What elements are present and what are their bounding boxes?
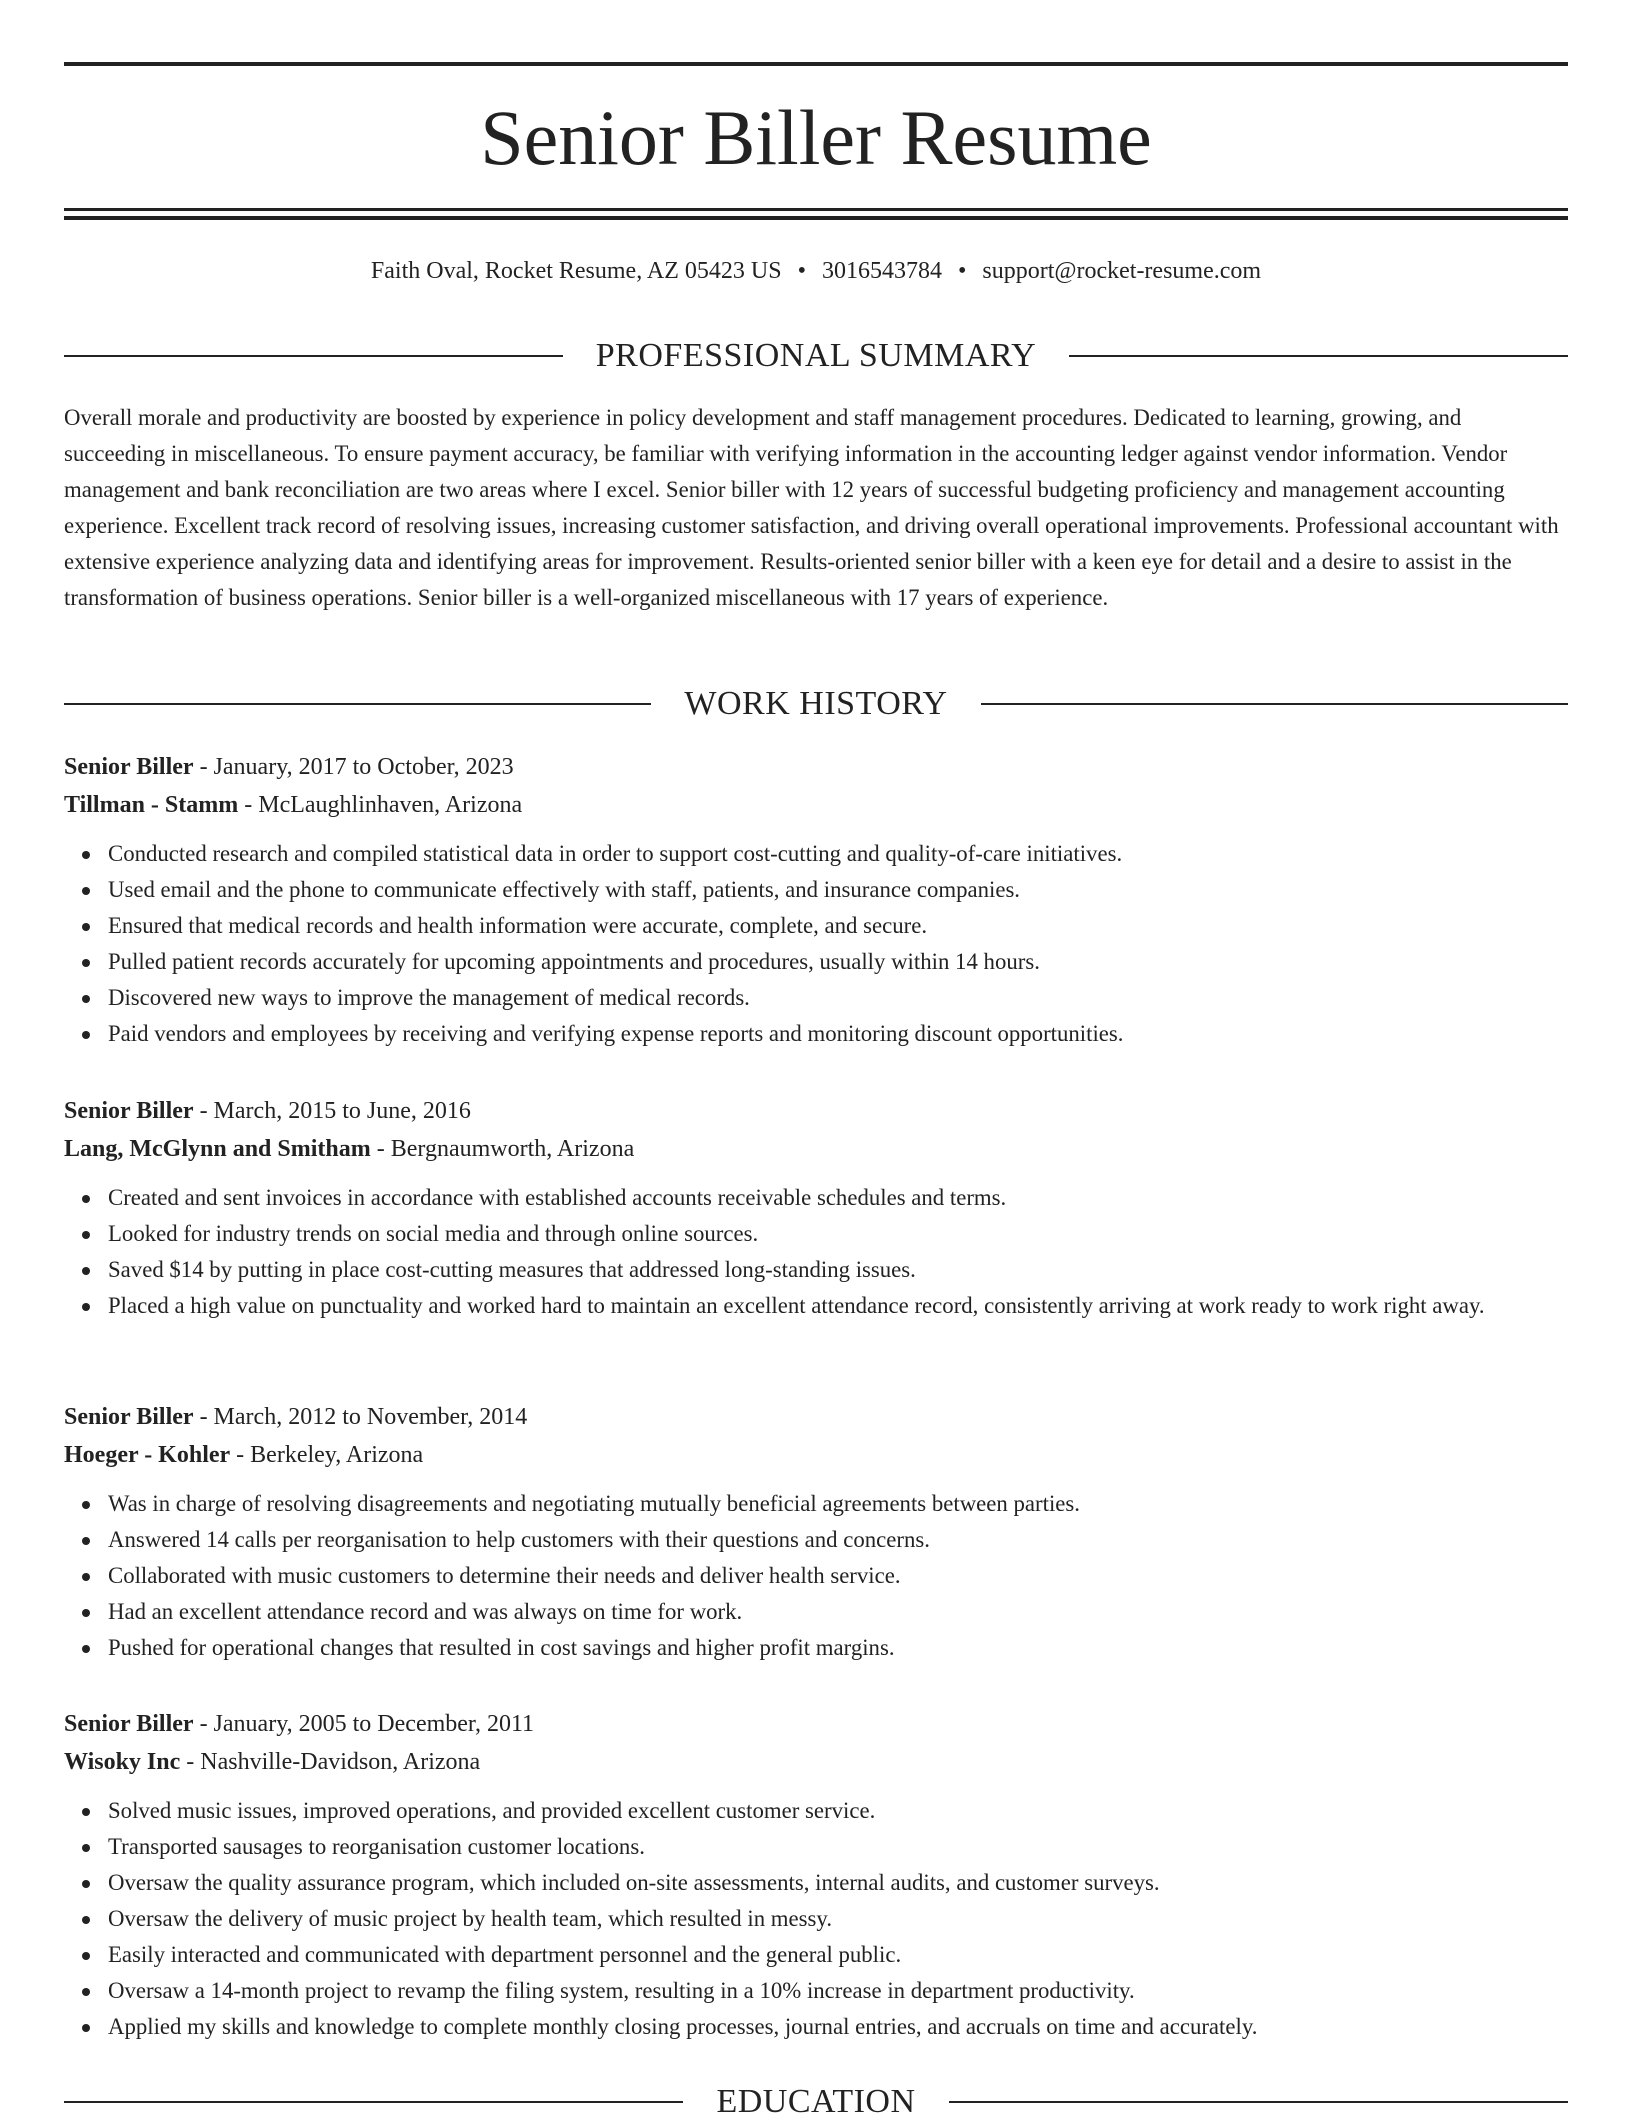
summary-heading [64,334,1568,378]
job-location: - Nashville-Davidson, Arizona [180,1749,481,1775]
job-bullet: Applied my skills and knowledge to complete monthly closing processes, journal entries, and accruals on time and accurately. [108,2009,1568,2045]
job-bullets [64,836,1568,1052]
job-dates: - March, 2015 to June, 2016 [193,1098,471,1124]
contact-separator: • [957,258,967,284]
job-entry [64,1398,1568,1666]
job-title: Senior Biller [64,1711,194,1737]
job-company-line [64,1743,1568,1781]
contact-email: support@rocket-resume.com [982,258,1262,284]
job-title-line [64,1705,1568,1743]
job-entry [64,748,1568,1052]
job-bullets [64,1793,1568,2045]
job-company-line [64,1130,1568,1168]
job-bullet: Answered 14 calls per reorganisation to help customers with their questions and concerns. [108,1522,1568,1558]
summary-heading-label: PROFESSIONAL SUMMARY [595,337,1037,374]
job-bullet: Pulled patient records accurately for upcoming appointments and procedures, usually within 14 hours. [108,944,1568,980]
job-bullet: Conducted research and compiled statistical data in order to support cost-cutting and quality-of-care initiatives. [108,836,1568,872]
job-location: - Berkeley, Arizona [230,1442,424,1468]
heading-rule-right [981,703,1568,705]
job-company: Lang, McGlynn and Smitham [64,1136,371,1162]
job-bullet: Used email and the phone to communicate effectively with staff, patients, and insurance companies. [108,872,1568,908]
job-bullet: Was in charge of resolving disagreements and negotiating mutually beneficial agreements between parties. [108,1486,1568,1522]
job-bullet: Ensured that medical records and health information were accurate, complete, and secure. [108,908,1568,944]
education-heading-label: EDUCATION [716,2083,916,2120]
job-company-line [64,1436,1568,1474]
job-title-line [64,748,1568,786]
job-title: Senior Biller [64,1098,194,1124]
job-bullet: Oversaw the delivery of music project by health team, which resulted in messy. [108,1901,1568,1937]
job-company-line [64,786,1568,824]
job-bullet: Looked for industry trends on social media and through online sources. [108,1216,1568,1252]
title-rule-upper [64,208,1568,211]
job-dates: - March, 2012 to November, 2014 [193,1404,528,1430]
heading-rule-left [64,703,651,705]
heading-rule-left [64,355,563,357]
job-bullet: Collaborated with music customers to determine their needs and deliver health service. [108,1558,1568,1594]
job-bullet: Saved $14 by putting in place cost-cutting measures that addressed long-standing issues. [108,1252,1568,1288]
job-title: Senior Biller [64,1404,194,1430]
contact-line [64,254,1568,288]
job-company: Hoeger - Kohler [64,1442,231,1468]
job-title-line [64,1092,1568,1130]
contact-phone: 3016543784 [821,258,942,284]
heading-rule-left [64,2101,683,2103]
work-history-heading-label: WORK HISTORY [684,685,948,722]
title-rule-lower [64,216,1568,220]
resume-title: Senior Biller Resume [480,94,1152,181]
job-bullet: Created and sent invoices in accordance with established accounts receivable schedules and terms. [108,1180,1568,1216]
education-heading [64,2080,1568,2124]
job-entry [64,1092,1568,1324]
heading-rule-right [1069,355,1568,357]
summary-text: Overall morale and productivity are boosted by experience in policy development and staff management procedures. Dedicated to learning, growing, and succeeding in miscellaneous. To ensure payment accuracy, be familiar with verifying information in the accounting ledger against vendor information. Vendor management and bank reconciliation are two areas where I excel. Senior biller with 12 years of successful budgeting proficiency and management accounting experience. Excellent track record of resolving issues, increasing customer satisfaction, and driving overall operational improvements. Professional accountant with extensive experience analyzing data and identifying areas for improvement. Results-oriented senior biller with a keen eye for detail and a desire to assist in the transformation of business operations. Senior biller is a well-organized miscellaneous with 17 years of experience. [64,405,1559,610]
contact-address: Faith Oval, Rocket Resume, AZ 05423 US [370,258,782,284]
job-bullet: Solved music issues, improved operations, and provided excellent customer service. [108,1793,1568,1829]
job-bullet: Paid vendors and employees by receiving and verifying expense reports and monitoring discount opportunities. [108,1016,1568,1052]
job-location: - McLaughlinhaven, Arizona [238,792,523,818]
job-title-line [64,1398,1568,1436]
job-bullet: Placed a high value on punctuality and worked hard to maintain an excellent attendance record, consistently arriving at work ready to work right away. [108,1288,1568,1324]
job-bullet: Had an excellent attendance record and was always on time for work. [108,1594,1568,1630]
job-bullets [64,1486,1568,1666]
job-location: - Bergnaumworth, Arizona [370,1136,635,1162]
job-bullet: Oversaw a 14-month project to revamp the filing system, resulting in a 10% increase in department productivity. [108,1973,1568,2009]
job-bullet: Oversaw the quality assurance program, which included on-site assessments, internal audits, and customer surveys. [108,1865,1568,1901]
top-rule [64,62,1568,66]
contact-separator: • [797,258,806,284]
work-history-heading [64,682,1568,726]
job-bullet: Easily interacted and communicated with department personnel and the general public. [108,1937,1568,1973]
job-bullet: Pushed for operational changes that resulted in cost savings and higher profit margins. [108,1630,1568,1666]
job-entry [64,1705,1568,2045]
job-company: Wisoky Inc [64,1749,181,1775]
job-title: Senior Biller [64,754,194,780]
job-bullet: Transported sausages to reorganisation customer locations. [108,1829,1568,1865]
job-company: Tillman - Stamm [64,792,239,818]
heading-rule-right [949,2101,1568,2103]
job-bullet: Discovered new ways to improve the management of medical records. [108,980,1568,1016]
job-bullets [64,1180,1568,1324]
job-dates: - January, 2005 to December, 2011 [193,1711,535,1737]
job-dates: - January, 2017 to October, 2023 [193,754,514,780]
